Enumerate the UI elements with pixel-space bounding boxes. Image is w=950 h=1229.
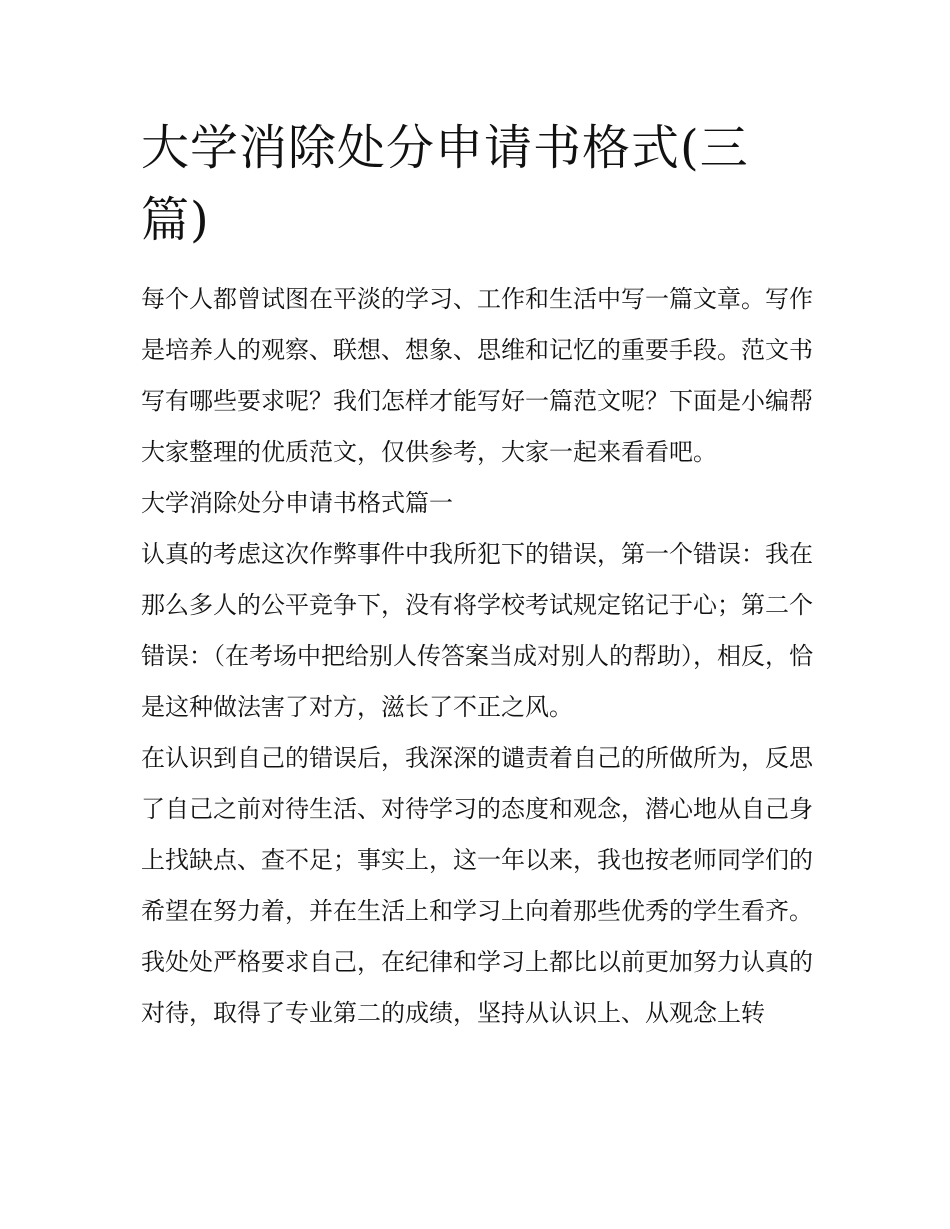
body-paragraph-1: 认真的考虑这次作弊事件中我所犯下的错误，第一个错误：我在那么多人的公平竞争下，没有将学校考试规定铭记于心；第二个错误：（在考场中把给别人传答案当成对别人的帮助），相反，恰是这种做法害了对方，滋长了不正之风。 bbox=[141, 540, 813, 721]
intro-paragraph: 每个人都曾试图在平淡的学习、工作和生活中写一篇文章。写作是培养人的观察、联想、想象、思维和记忆的重要手段。范文书写有哪些要求呢？我们怎样才能写好一篇范文呢？下面是小编帮大家整理的优质范文，仅供参考，大家一起来看看吧。 bbox=[141, 285, 813, 466]
body-paragraph-2: 在认识到自己的错误后，我深深的谴责着自己的所做所为，反思了自己之前对待生活、对待学习的态度和观念，潜心地从自己身上找缺点、查不足；事实上，这一年以来，我也按老师同学们的希望在努力着，并在生活上和学习上向着那些优秀的学生看齐。 bbox=[141, 744, 813, 925]
document-title: 大学消除处分申请书格式(三篇) bbox=[141, 120, 749, 248]
body-paragraph-3: 我处处严格要求自己，在纪律和学习上都比以前更加努力认真的对待，取得了专业第二的成绩，坚持从认识上、从观念上转 bbox=[141, 948, 813, 1027]
section-heading: 大学消除处分申请书格式篇一 bbox=[141, 489, 453, 517]
document-body bbox=[141, 112, 813, 1039]
